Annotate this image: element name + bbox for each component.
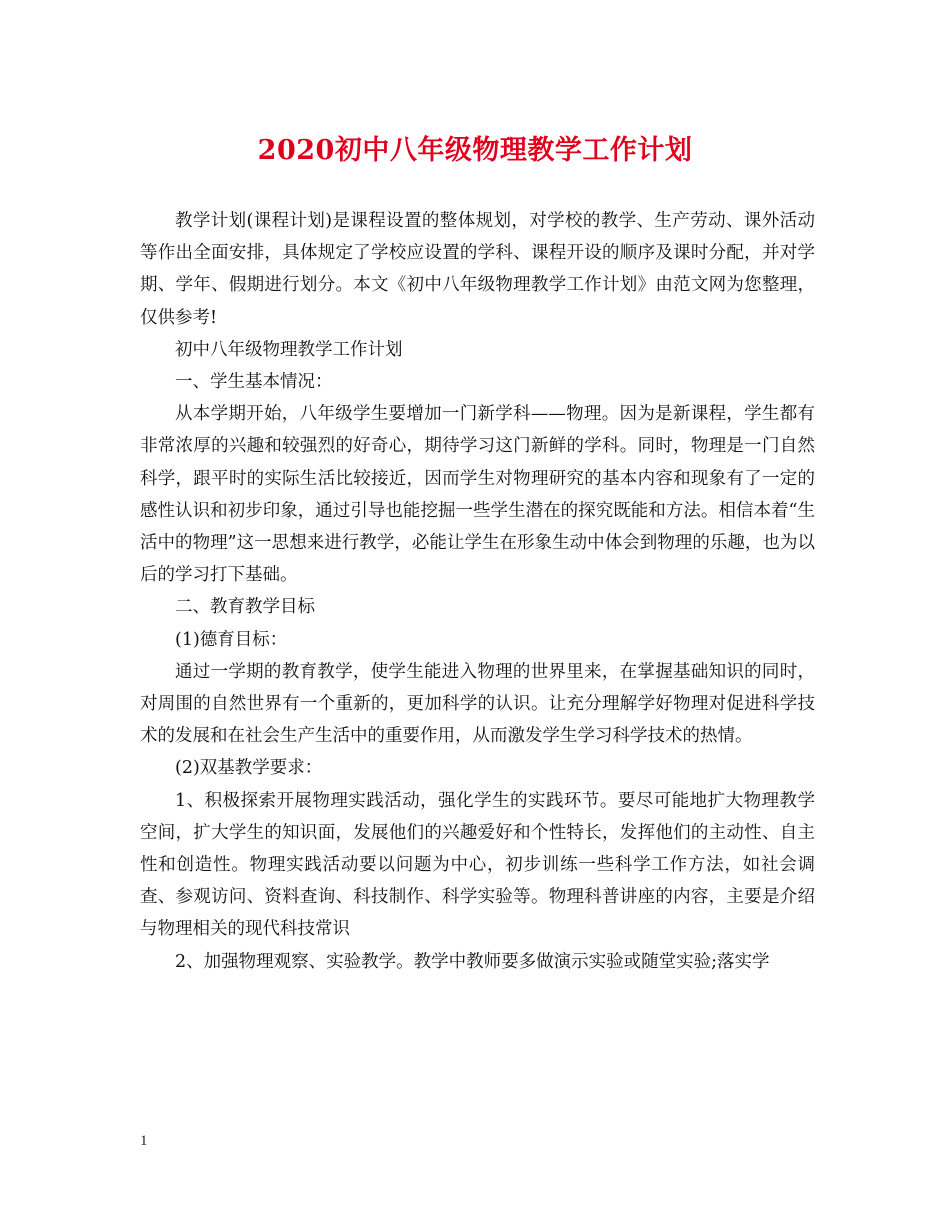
paragraph-requirement-1: 1、积极探索开展物理实践活动，强化学生的实践环节。要尽可能地扩大物理教学空间，扩大学生的知识面，发展他们的兴趣爱好和个性特长，发挥他们的主动性、自主性和创造性。物理实践活动要以问题为中心，初步训练一些科学工作方法，如社会调查、参观访问、资料查询、科技制作、科学实验等。物理科普讲座的内容，主要是介绍与物理相关的现代科技常识	[140, 790, 815, 940]
page-number: 1	[140, 1133, 148, 1149]
document-body	[140, 205, 815, 978]
section-heading-students: 一、学生基本情况：	[175, 372, 333, 393]
subheading-moral-goals: (1)德育目标：	[175, 629, 288, 650]
paragraph-subtitle: 初中八年级物理教学工作计划	[175, 339, 403, 360]
section-heading-goals: 二、教育教学目标	[175, 597, 315, 618]
paragraph-students: 从本学期开始，八年级学生要增加一门新学科——物理。因为是新课程，学生都有非常浓厚的兴趣和较强烈的好奇心，期待学习这门新鲜的学科。同时，物理是一门自然科学，跟平时的实际生活比较接近，因而学生对物理研究的基本内容和现象有了一定的感性认识和初步印象，通过引导也能挖掘一些学生潜在的探究既能和方法。相信本着“生活中的物理”这一思想来进行教学，必能让学生在形象生动中体会到物理的乐趣，也为以后的学习打下基础。	[140, 404, 815, 586]
paragraph-moral-goals: 通过一学期的教育教学，使学生能进入物理的世界里来，在掌握基础知识的同时，对周围的自然世界有一个重新的，更加科学的认识。让充分理解学好物理对促进科学技术的发展和在社会生产生活中的重要作用，从而激发学生学习科学技术的热情。	[140, 661, 815, 747]
paragraph-requirement-2: 2、加强物理观察、实验教学。教学中教师要多做演示实验或随堂实验;落实学	[175, 951, 770, 972]
paragraph-intro: 教学计划(课程计划)是课程设置的整体规划，对学校的教学、生产劳动、课外活动等作出全面安排，具体规定了学校应设置的学科、课程开设的顺序及课时分配，并对学期、学年、假期进行划分。本文《初中八年级物理教学工作计划》由范文网为您整理，仅供参考!	[140, 211, 815, 328]
subheading-basic-requirements: (2)双基教学要求：	[175, 758, 323, 779]
document-title: 2020初中八年级物理教学工作计划	[257, 135, 693, 166]
